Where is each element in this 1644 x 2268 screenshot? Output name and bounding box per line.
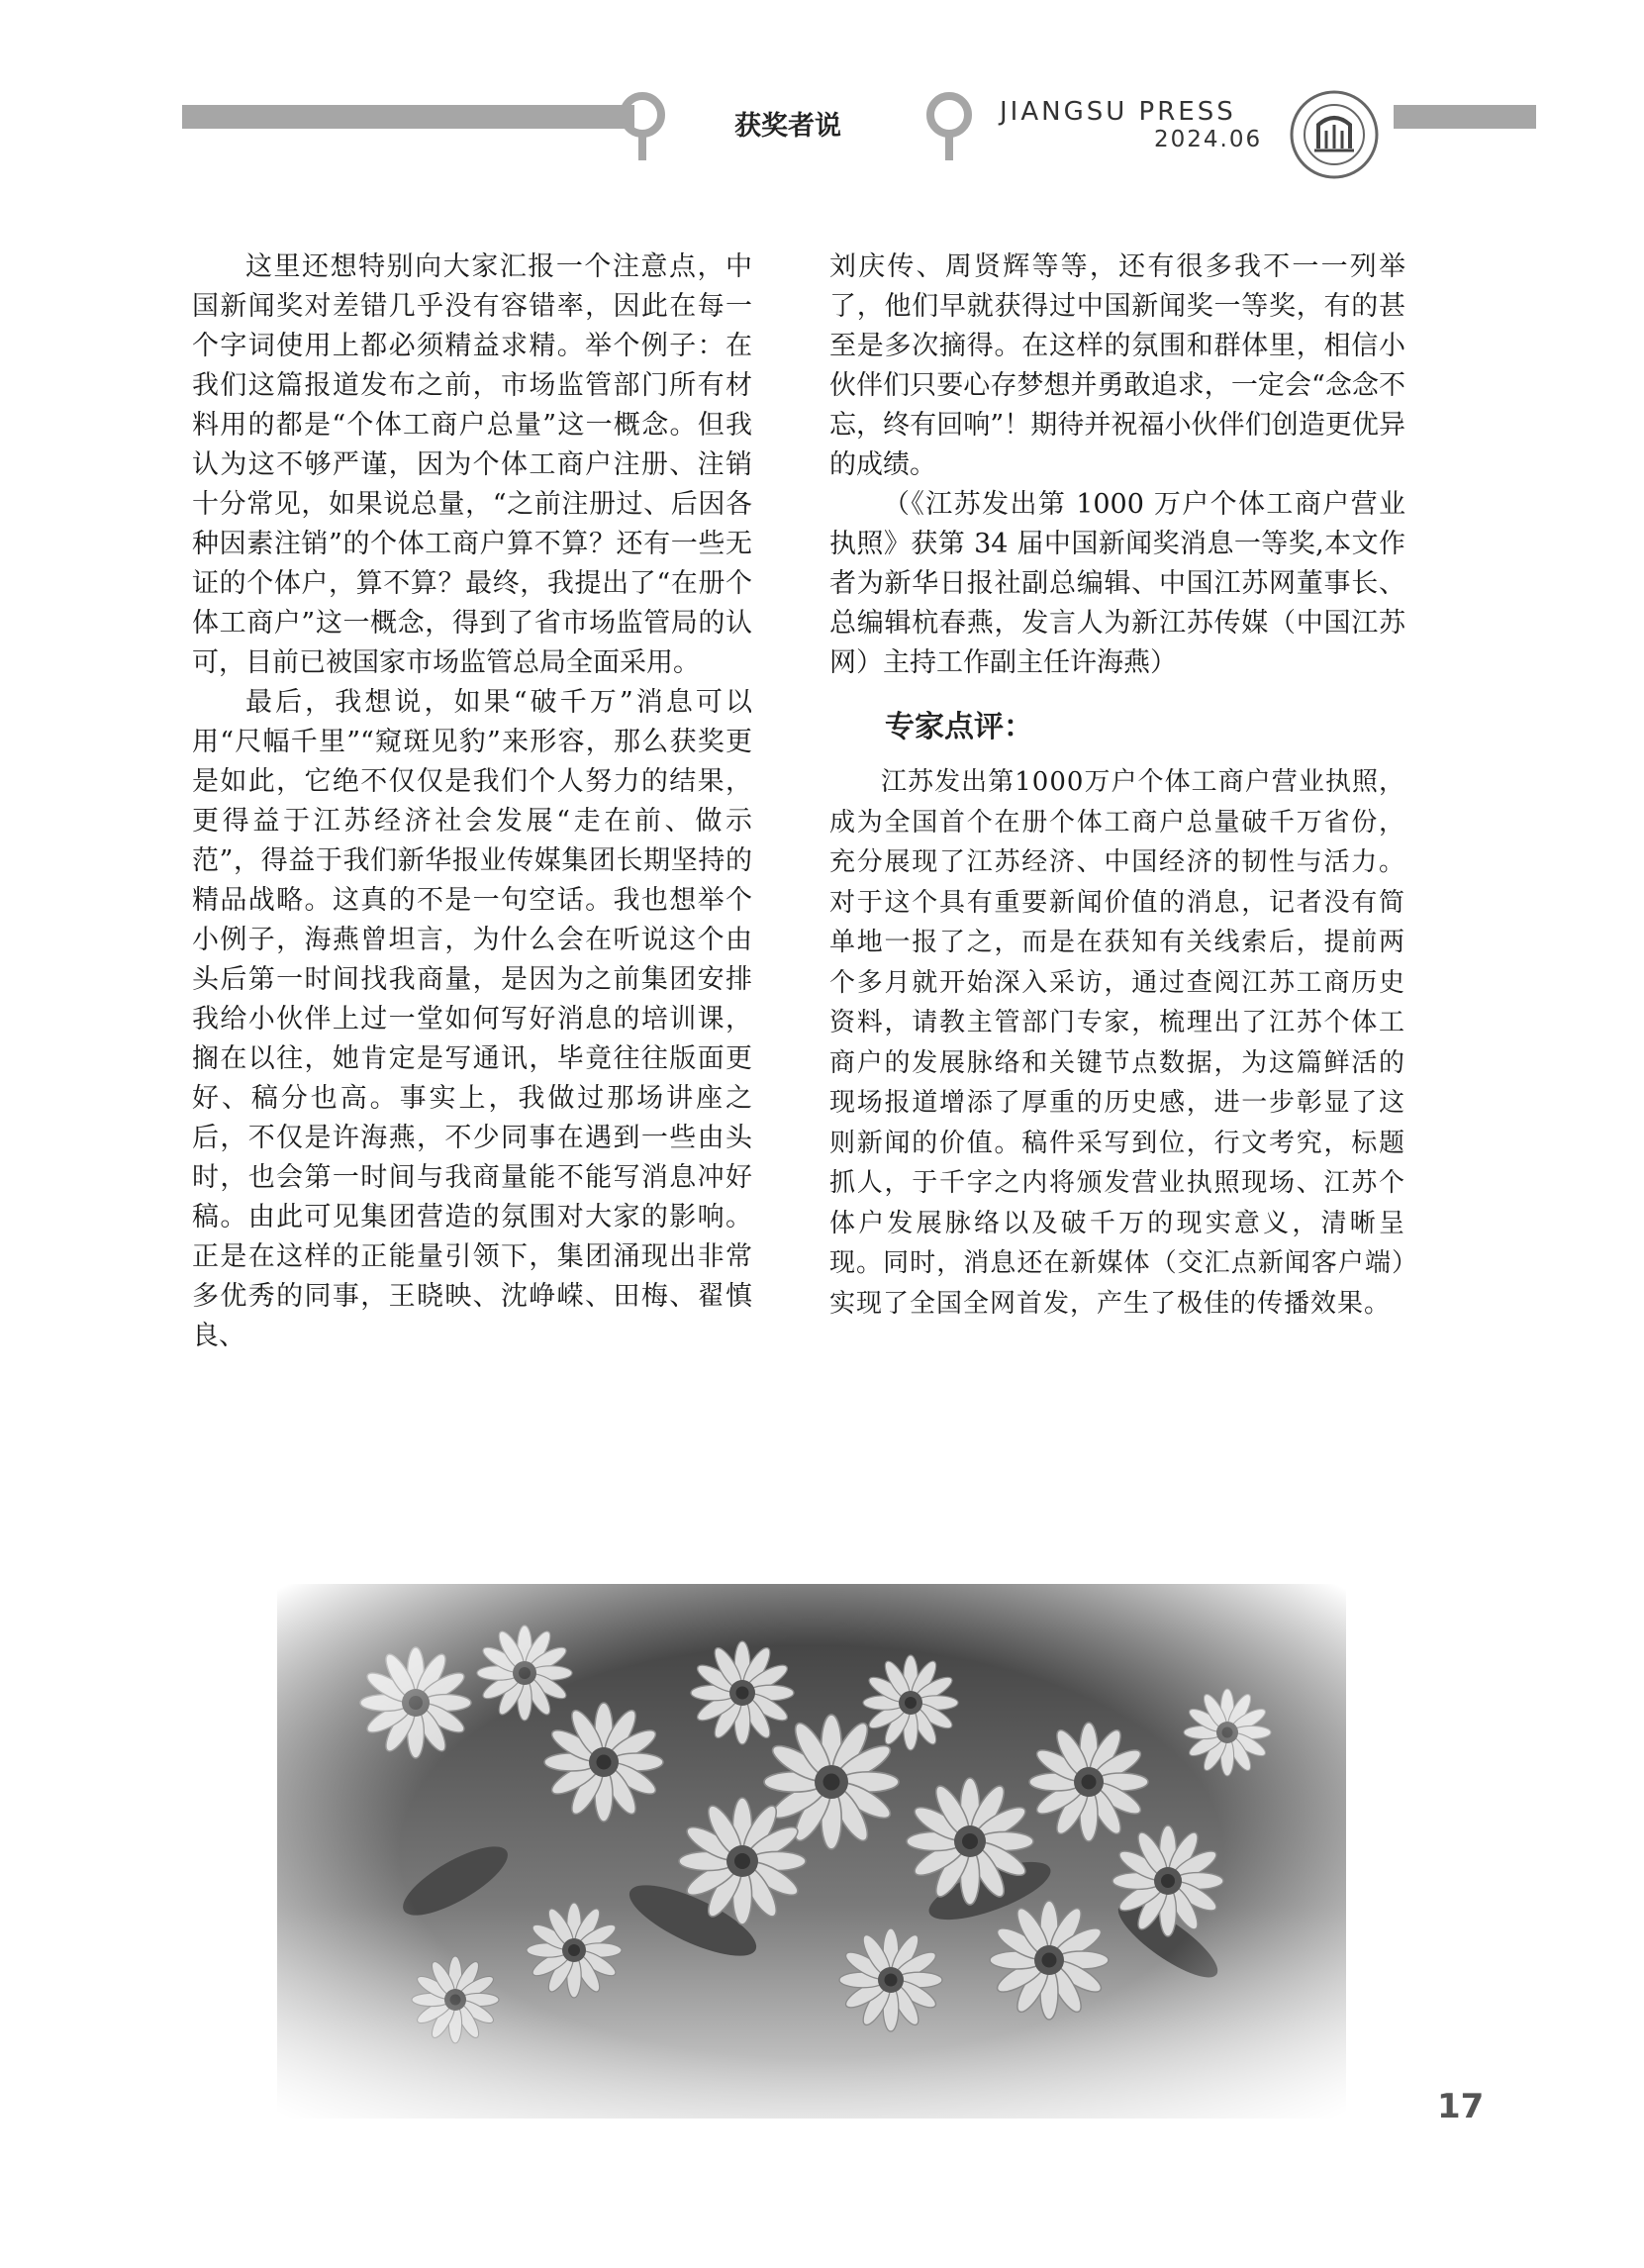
right-column bbox=[829, 247, 1405, 1324]
press-name: JIANGSU PRESS bbox=[1000, 97, 1236, 127]
left-column bbox=[192, 247, 752, 1356]
map-pin-icon bbox=[924, 91, 974, 162]
award-caption: （《江苏发出第 1000 万户个体工商户营业执照》获第 34 届中国新闻奖消息一等奖,本文作者为新华日报社副总编辑、中国江苏网董事长、总编辑杭春燕，发言人为新江苏传媒（中国江苏网）主持工作副主任许海燕） bbox=[829, 489, 1405, 678]
flower-photo bbox=[277, 1584, 1346, 2119]
expert-review-body bbox=[829, 762, 1405, 1324]
press-seal-logo bbox=[1289, 89, 1380, 180]
header-bar-left bbox=[182, 105, 634, 129]
paragraph-continuation: 刘庆传、周贤辉等等，还有很多我不一一列举了，他们早就获得过中国新闻奖一等奖，有的甚至是多次摘得。在这样的氛围和群体里，相信小伙伴们只要心存梦想并勇敢追求，一定会“念念不忘，终有回响”！期待并祝福小伙伴们创造更优异的成绩。 bbox=[829, 251, 1405, 480]
expert-review-title: 专家点评： bbox=[885, 710, 1033, 744]
page-number: 17 bbox=[1437, 2087, 1485, 2126]
paragraph: 江苏发出第1000万户个体工商户营业执照，成为全国首个在册个体工商户总量破千万省份，充分展现了江苏经济、中国经济的韧性与活力。对于这个具有重要新闻价值的消息，记者没有简单地一报了之，而是在获知有关线索后，提前两个多月就开始深入采访，通过查阅江苏工商历史资料，请教主管部门专家，梳理出了江苏个体工商户的发展脉络和关键节点数据，为这篇鲜活的现场报道增添了厚重的历史感，进一步彰显了这则新闻的价值。稿件采写到位，行文考究，标题抓人，于千字之内将颁发营业执照现场、江苏个体户发展脉络以及破千万的现实意义，清晰呈现。同时，消息还在新媒体（交汇点新闻客户端）实现了全国全网首发，产生了极佳的传播效果。 bbox=[829, 767, 1405, 1319]
paragraph: 最后，我想说，如果“破千万”消息可以用“尺幅千里”“窥斑见豹”来形容，那么获奖更是如此，它绝不仅仅是我们个人努力的结果，更得益于江苏经济社会发展“走在前、做示范”，得益于我们新华报业传媒集团长期坚持的精品战略。这真的不是一句空话。我也想举个小例子，海燕曾坦言，为什么会在听说这个由头后第一时间找我商量，是因为之前集团安排我给小伙伴上过一堂如何写好消息的培训课，搁在以往，她肯定是写通讯，毕竟往往版面更好、稿分也高。事实上，我做过那场讲座之后，不仅是许海燕，不少同事在遇到一些由头时，也会第一时间与我商量能不能写消息冲好稿。由此可见集团营造的氛围对大家的影响。正是在这样的正能量引领下，集团涌现出非常多优秀的同事，王晓映、沈峥嵘、田梅、翟慎良、 bbox=[192, 687, 752, 1351]
issue-date: 2024.06 bbox=[1154, 127, 1263, 152]
paragraph: 这里还想特别向大家汇报一个注意点，中国新闻奖对差错几乎没有容错率，因此在每一个字词使用上都必须精益求精。举个例子：在我们这篇报道发布之前，市场监管部门所有材料用的都是“个体工商户总量”这一概念。但我认为这不够严谨，因为个体工商户注册、注销十分常见，如果说总量，“之前注册过、后因各种因素注销”的个体工商户算不算？还有一些无证的个体户，算不算？最终，我提出了“在册个体工商户”这一概念，得到了省市场监管局的认可，目前已被国家市场监管总局全面采用。 bbox=[192, 251, 752, 678]
header-bar-right bbox=[1394, 105, 1536, 129]
section-label: 获奖者说 bbox=[734, 111, 841, 142]
map-pin-icon bbox=[618, 91, 667, 162]
